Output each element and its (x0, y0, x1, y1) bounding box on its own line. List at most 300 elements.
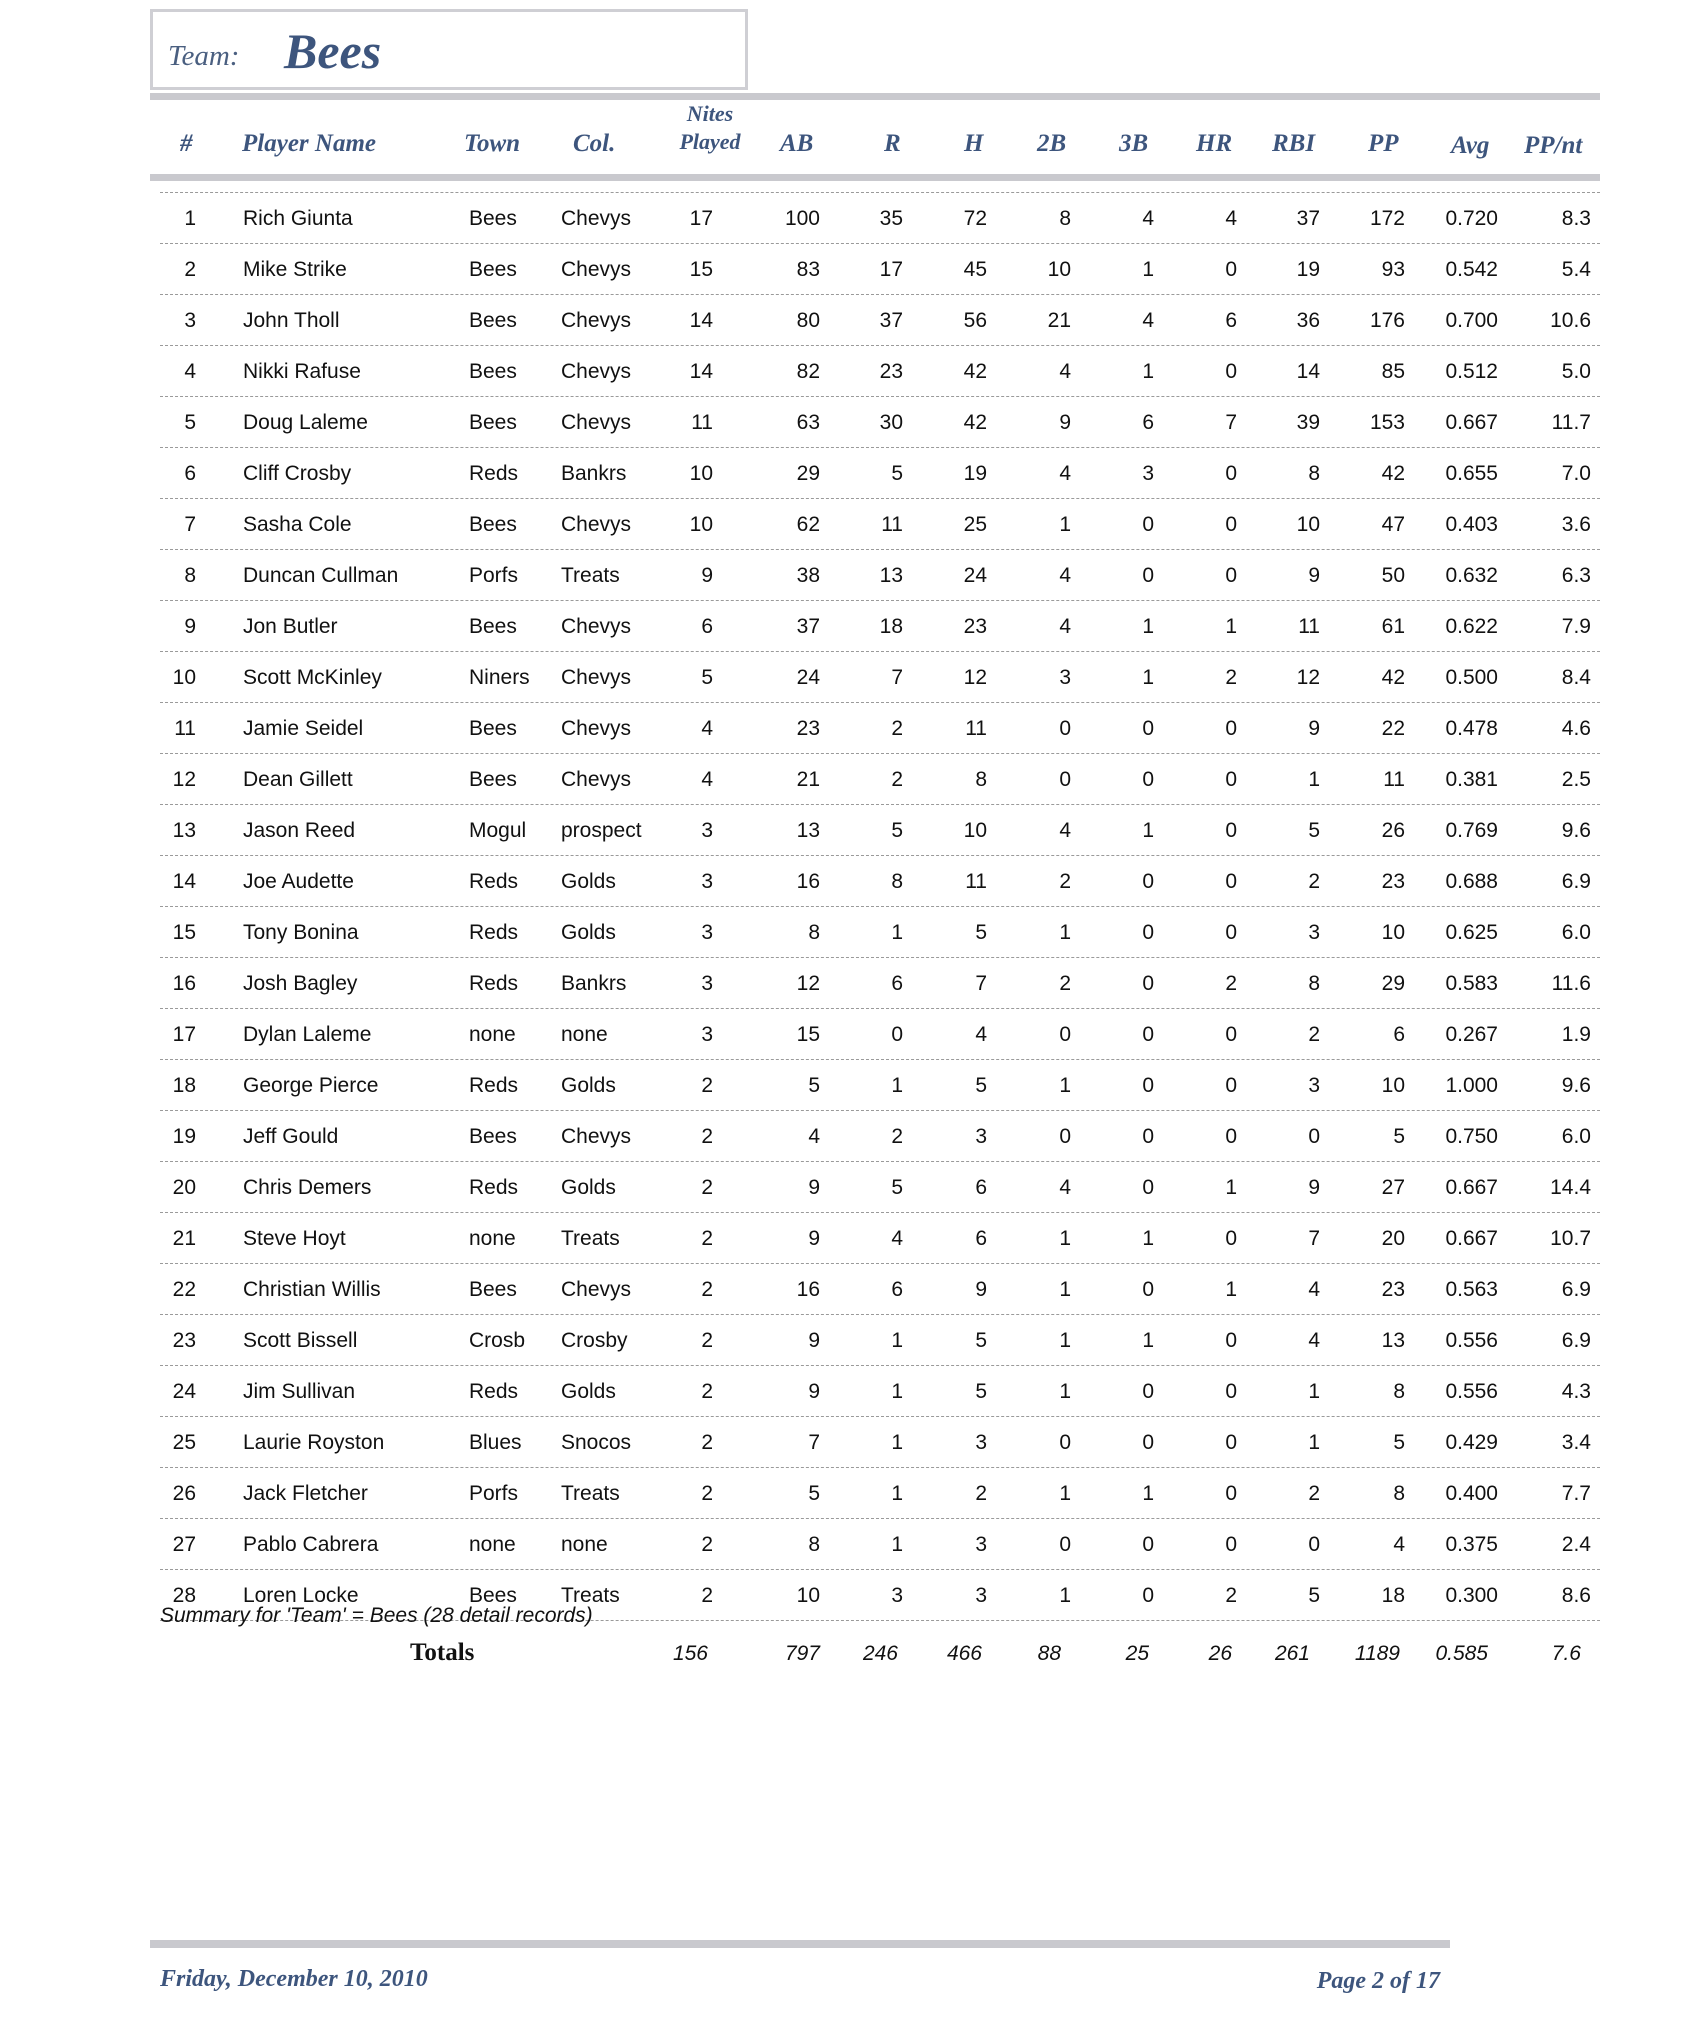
cell-num: 14 (172, 870, 196, 893)
cell-r: 1 (891, 1329, 903, 1352)
cell-col: Crosby (561, 1329, 628, 1352)
cell-player: Rich Giunta (243, 207, 353, 230)
cell-2b: 1 (1059, 1482, 1071, 1505)
cell-h: 5 (975, 921, 987, 944)
cell-2b: 1 (1059, 513, 1071, 536)
cell-h: 10 (963, 819, 987, 842)
cell-h: 3 (975, 1584, 987, 1607)
cell-nites: 2 (701, 1227, 713, 1250)
cell-rbi: 37 (1296, 207, 1320, 230)
cell-num: 21 (172, 1227, 196, 1250)
cell-pp: 29 (1381, 972, 1405, 995)
cell-3b: 1 (1142, 615, 1154, 638)
cell-ab: 9 (808, 1227, 820, 1250)
cell-town: Bees (469, 717, 517, 740)
cell-hr: 2 (1225, 972, 1237, 995)
cell-r: 6 (891, 972, 903, 995)
cell-2b: 21 (1047, 309, 1071, 332)
cell-pp: 22 (1381, 717, 1405, 740)
cell-ab: 21 (796, 768, 820, 791)
cell-hr: 0 (1225, 1431, 1237, 1454)
cell-rbi: 7 (1308, 1227, 1320, 1250)
cell-r: 8 (891, 870, 903, 893)
cell-r: 1 (891, 921, 903, 944)
cell-hr: 0 (1225, 1023, 1237, 1046)
cell-town: Reds (469, 870, 519, 893)
cell-rbi: 8 (1308, 462, 1320, 485)
cell-num: 27 (172, 1533, 196, 1556)
cell-rbi: 36 (1296, 309, 1320, 332)
table-row (160, 856, 1600, 907)
table-row (160, 1111, 1600, 1162)
cell-pp: 20 (1381, 1227, 1405, 1250)
cell-ab: 83 (796, 258, 820, 281)
cell-col: Chevys (561, 309, 632, 332)
cell-num: 9 (184, 615, 196, 638)
cell-avg: 0.750 (1445, 1125, 1498, 1148)
cell-ab: 7 (808, 1431, 820, 1454)
cell-hr: 0 (1225, 1329, 1237, 1352)
cell-r: 3 (891, 1584, 903, 1607)
cell-hr: 1 (1225, 1278, 1237, 1301)
cell-h: 5 (975, 1329, 987, 1352)
cell-num: 25 (172, 1431, 196, 1454)
cell-3b: 0 (1142, 1584, 1154, 1607)
cell-col: Snocos (561, 1431, 632, 1454)
cell-rbi: 39 (1296, 411, 1320, 434)
cell-pp: 85 (1381, 360, 1405, 383)
cell-town: Bees (469, 513, 517, 536)
table-row (160, 1315, 1600, 1366)
cell-h: 56 (963, 309, 987, 332)
cell-num: 8 (184, 564, 196, 587)
cell-col: Treats (561, 1584, 620, 1607)
cell-nites: 3 (701, 921, 713, 944)
cell-col: Treats (561, 1227, 620, 1250)
cell-2b: 1 (1059, 1278, 1071, 1301)
cell-rbi: 4 (1308, 1329, 1320, 1352)
cell-rbi: 0 (1308, 1533, 1320, 1556)
total-r: 246 (862, 1642, 898, 1665)
cell-town: Porfs (469, 1482, 519, 1505)
cell-rbi: 12 (1296, 666, 1320, 689)
cell-num: 24 (172, 1380, 196, 1403)
cell-player: Steve Hoyt (243, 1227, 346, 1250)
cell-hr: 0 (1225, 1380, 1237, 1403)
cell-ab: 4 (808, 1125, 820, 1148)
cell-town: Bees (469, 309, 517, 332)
cell-rbi: 2 (1308, 1023, 1320, 1046)
cell-rbi: 0 (1308, 1125, 1320, 1148)
cell-3b: 4 (1142, 309, 1154, 332)
cell-avg: 0.667 (1445, 1227, 1498, 1250)
cell-col: Chevys (561, 258, 632, 281)
cell-hr: 4 (1225, 207, 1237, 230)
cell-r: 2 (891, 717, 903, 740)
cell-player: Jamie Seidel (243, 717, 364, 740)
cell-player: Pablo Cabrera (243, 1533, 379, 1556)
col-header-nites-line1: Nites (686, 101, 734, 126)
cell-rbi: 8 (1308, 972, 1320, 995)
cell-avg: 0.655 (1445, 462, 1498, 485)
cell-num: 26 (172, 1482, 196, 1505)
cell-town: Bees (469, 615, 517, 638)
summary-line: Summary for 'Team' = Bees (28 detail records) (160, 1604, 593, 1627)
cell-ab: 24 (796, 666, 820, 689)
cell-town: Blues (469, 1431, 522, 1454)
cell-pp: 5 (1393, 1125, 1405, 1148)
cell-h: 6 (975, 1176, 987, 1199)
cell-3b: 0 (1142, 921, 1154, 944)
cell-ab: 8 (808, 1533, 820, 1556)
table-row (160, 346, 1600, 397)
totals-label: Totals (410, 1639, 475, 1666)
cell-num: 17 (172, 1023, 196, 1046)
cell-rbi: 11 (1298, 615, 1320, 638)
cell-num: 5 (184, 411, 196, 434)
cell-3b: 1 (1142, 360, 1154, 383)
cell-player: Nikki Rafuse (243, 360, 361, 383)
cell-r: 6 (891, 1278, 903, 1301)
cell-r: 17 (879, 258, 903, 281)
cell-ppnt: 7.9 (1561, 615, 1591, 638)
cell-pp: 50 (1381, 564, 1405, 587)
cell-col: Treats (561, 1482, 620, 1505)
cell-col: Chevys (561, 768, 632, 791)
cell-3b: 0 (1142, 1023, 1154, 1046)
cell-rbi: 9 (1308, 1176, 1320, 1199)
cell-h: 2 (975, 1482, 987, 1505)
cell-h: 5 (975, 1074, 987, 1097)
table-row (160, 244, 1600, 295)
cell-player: Doug Laleme (243, 411, 368, 434)
cell-r: 5 (891, 1176, 903, 1199)
cell-player: Jack Fletcher (243, 1482, 368, 1505)
cell-r: 1 (891, 1431, 903, 1454)
col-header-pp: PP (1368, 130, 1399, 157)
cell-town: Bees (469, 768, 517, 791)
cell-player: Tony Bonina (243, 921, 359, 944)
cell-ab: 12 (796, 972, 820, 995)
cell-r: 2 (891, 1125, 903, 1148)
cell-3b: 1 (1142, 1227, 1154, 1250)
cell-nites: 10 (689, 513, 713, 536)
col-header-town: Town (464, 130, 521, 157)
cell-town: Bees (469, 1278, 517, 1301)
cell-nites: 2 (701, 1431, 713, 1454)
cell-num: 19 (172, 1125, 196, 1148)
cell-nites: 2 (701, 1482, 713, 1505)
total-2b: 88 (1037, 1642, 1061, 1665)
cell-col: Golds (561, 1074, 616, 1097)
cell-3b: 1 (1142, 1482, 1154, 1505)
cell-nites: 2 (701, 1533, 713, 1556)
cell-col: Golds (561, 921, 616, 944)
cell-h: 5 (975, 1380, 987, 1403)
cell-nites: 6 (701, 615, 713, 638)
cell-2b: 4 (1059, 819, 1071, 842)
cell-nites: 3 (701, 972, 713, 995)
cell-pp: 61 (1381, 615, 1405, 638)
total-ab: 797 (784, 1642, 820, 1665)
cell-avg: 0.400 (1445, 1482, 1498, 1505)
cell-ab: 62 (796, 513, 820, 536)
cell-pp: 10 (1381, 1074, 1405, 1097)
cell-2b: 3 (1059, 666, 1071, 689)
footer-rule (150, 1940, 1450, 1948)
cell-player: Christian Willis (243, 1278, 381, 1301)
cell-town: Bees (469, 360, 517, 383)
cell-pp: 23 (1381, 1278, 1405, 1301)
cell-h: 3 (975, 1125, 987, 1148)
cell-pp: 42 (1381, 666, 1405, 689)
cell-town: Bees (469, 207, 517, 230)
cell-player: Sasha Cole (243, 513, 352, 536)
cell-avg: 0.667 (1445, 411, 1498, 434)
cell-ab: 16 (796, 1278, 820, 1301)
cell-3b: 0 (1142, 1176, 1154, 1199)
cell-rbi: 4 (1308, 1278, 1320, 1301)
team-name: Bees (284, 23, 382, 79)
col-header-h: H (964, 130, 984, 157)
cell-3b: 0 (1142, 972, 1154, 995)
cell-ppnt: 6.9 (1561, 1329, 1591, 1352)
cell-2b: 1 (1059, 1380, 1071, 1403)
cell-avg: 0.375 (1445, 1533, 1498, 1556)
total-hr: 26 (1208, 1642, 1232, 1665)
table-row (160, 958, 1600, 1009)
cell-rbi: 5 (1308, 1584, 1320, 1607)
cell-ppnt: 8.6 (1561, 1584, 1591, 1607)
cell-num: 15 (172, 921, 196, 944)
cell-hr: 0 (1225, 921, 1237, 944)
cell-3b: 0 (1142, 1380, 1154, 1403)
table-row (160, 1060, 1600, 1111)
cell-ab: 10 (796, 1584, 820, 1607)
cell-hr: 0 (1225, 360, 1237, 383)
cell-nites: 3 (701, 1023, 713, 1046)
cell-rbi: 9 (1308, 564, 1320, 587)
cell-2b: 4 (1059, 1176, 1071, 1199)
header-bottom-rule (150, 174, 1600, 181)
table-row (160, 1468, 1600, 1519)
cell-r: 1 (891, 1533, 903, 1556)
cell-pp: 26 (1381, 819, 1405, 842)
cell-player: Dylan Laleme (243, 1023, 372, 1046)
cell-pp: 172 (1369, 207, 1405, 230)
cell-num: 4 (184, 360, 196, 383)
cell-player: Joe Audette (243, 870, 354, 893)
col-header-rbi: RBI (1272, 130, 1316, 157)
cell-3b: 0 (1142, 1125, 1154, 1148)
cell-rbi: 1 (1308, 1380, 1320, 1403)
cell-avg: 0.300 (1445, 1584, 1498, 1607)
cell-2b: 2 (1059, 972, 1071, 995)
total-pp: 1189 (1354, 1642, 1400, 1665)
cell-r: 2 (891, 768, 903, 791)
cell-r: 5 (891, 819, 903, 842)
cell-avg: 0.632 (1445, 564, 1498, 587)
cell-col: Chevys (561, 666, 632, 689)
cell-rbi: 2 (1308, 870, 1320, 893)
cell-player: Duncan Cullman (243, 564, 399, 587)
total-nites: 156 (672, 1642, 708, 1665)
cell-ppnt: 4.3 (1561, 1380, 1591, 1403)
cell-player: Scott McKinley (243, 666, 382, 689)
cell-hr: 1 (1225, 1176, 1237, 1199)
cell-num: 3 (184, 309, 196, 332)
cell-hr: 0 (1225, 1482, 1237, 1505)
cell-3b: 1 (1142, 258, 1154, 281)
cell-2b: 4 (1059, 360, 1071, 383)
cell-rbi: 9 (1308, 717, 1320, 740)
cell-rbi: 1 (1308, 768, 1320, 791)
total-ppnt: 7.6 (1551, 1642, 1581, 1665)
cell-col: prospect (561, 819, 642, 842)
cell-avg: 0.403 (1445, 513, 1498, 536)
cell-col: Chevys (561, 360, 632, 383)
cell-nites: 2 (701, 1380, 713, 1403)
cell-player: Josh Bagley (243, 972, 358, 995)
cell-3b: 4 (1142, 207, 1154, 230)
cell-avg: 0.720 (1445, 207, 1498, 230)
cell-town: Bees (469, 1584, 517, 1607)
cell-hr: 0 (1225, 717, 1237, 740)
cell-ppnt: 8.3 (1561, 207, 1591, 230)
cell-ab: 15 (796, 1023, 820, 1046)
cell-3b: 0 (1142, 1431, 1154, 1454)
cell-2b: 1 (1059, 921, 1071, 944)
cell-ab: 9 (808, 1380, 820, 1403)
table-row (160, 1366, 1600, 1417)
cell-3b: 0 (1142, 513, 1154, 536)
col-header-nites (660, 100, 760, 156)
cell-3b: 1 (1142, 666, 1154, 689)
table-row (160, 703, 1600, 754)
cell-pp: 8 (1393, 1380, 1405, 1403)
cell-rbi: 3 (1308, 921, 1320, 944)
cell-2b: 8 (1059, 207, 1071, 230)
cell-town: none (469, 1227, 516, 1250)
col-header-ab: AB (780, 130, 814, 157)
cell-col: Chevys (561, 615, 632, 638)
cell-pp: 47 (1381, 513, 1405, 536)
cell-town: Niners (469, 666, 530, 689)
cell-ab: 37 (796, 615, 820, 638)
cell-nites: 2 (701, 1584, 713, 1607)
cell-ab: 82 (796, 360, 820, 383)
cell-r: 18 (879, 615, 903, 638)
cell-hr: 0 (1225, 870, 1237, 893)
cell-nites: 2 (701, 1176, 713, 1199)
cell-avg: 0.667 (1445, 1176, 1498, 1199)
cell-player: Jon Butler (243, 615, 338, 638)
cell-2b: 0 (1059, 1533, 1071, 1556)
cell-town: Bees (469, 258, 517, 281)
cell-rbi: 3 (1308, 1074, 1320, 1097)
cell-h: 42 (963, 360, 987, 383)
col-header-hr: HR (1196, 130, 1233, 157)
total-rbi: 261 (1274, 1642, 1310, 1665)
cell-nites: 4 (701, 768, 713, 791)
table-row (160, 1264, 1600, 1315)
cell-ab: 80 (796, 309, 820, 332)
cell-num: 28 (172, 1584, 196, 1607)
cell-col: none (561, 1533, 608, 1556)
cell-nites: 2 (701, 1278, 713, 1301)
cell-ppnt: 2.4 (1561, 1533, 1591, 1556)
cell-ppnt: 11.6 (1551, 972, 1591, 995)
table-row (160, 192, 1600, 244)
cell-town: Bees (469, 411, 517, 434)
cell-r: 1 (891, 1482, 903, 1505)
cell-r: 23 (879, 360, 903, 383)
cell-num: 1 (184, 207, 196, 230)
cell-3b: 0 (1142, 1533, 1154, 1556)
footer-date: Friday, December 10, 2010 (160, 1966, 428, 1992)
cell-avg: 0.769 (1445, 819, 1498, 842)
cell-town: Mogul (469, 819, 527, 842)
cell-r: 0 (891, 1023, 903, 1046)
cell-avg: 0.556 (1445, 1380, 1498, 1403)
cell-num: 11 (174, 717, 196, 740)
table-row (160, 550, 1600, 601)
cell-ppnt: 5.4 (1561, 258, 1591, 281)
cell-ppnt: 7.0 (1561, 462, 1591, 485)
cell-ab: 5 (808, 1482, 820, 1505)
cell-col: Chevys (561, 717, 632, 740)
cell-col: Treats (561, 564, 620, 587)
team-box (150, 9, 748, 90)
total-avg: 0.585 (1435, 1642, 1488, 1665)
cell-ab: 38 (796, 564, 820, 587)
cell-avg: 0.429 (1445, 1431, 1498, 1454)
team-label: Team: (168, 40, 240, 72)
cell-ab: 16 (796, 870, 820, 893)
cell-pp: 42 (1381, 462, 1405, 485)
cell-pp: 6 (1393, 1023, 1405, 1046)
cell-player: Scott Bissell (243, 1329, 358, 1352)
cell-town: Bees (469, 1125, 517, 1148)
player-stats-table (160, 192, 1600, 1621)
cell-3b: 1 (1142, 819, 1154, 842)
table-row (160, 448, 1600, 499)
cell-2b: 1 (1059, 1074, 1071, 1097)
cell-h: 6 (975, 1227, 987, 1250)
cell-nites: 9 (701, 564, 713, 587)
total-h: 466 (946, 1642, 982, 1665)
cell-ppnt: 14.4 (1550, 1176, 1591, 1199)
cell-rbi: 14 (1296, 360, 1320, 383)
cell-num: 13 (172, 819, 196, 842)
table-row (160, 1417, 1600, 1468)
cell-3b: 0 (1142, 870, 1154, 893)
cell-2b: 1 (1059, 1584, 1071, 1607)
cell-avg: 1.000 (1445, 1074, 1498, 1097)
cell-h: 7 (975, 972, 987, 995)
cell-3b: 0 (1142, 564, 1154, 587)
table-row (160, 907, 1600, 958)
cell-3b: 0 (1142, 1278, 1154, 1301)
cell-nites: 5 (701, 666, 713, 689)
cell-rbi: 10 (1296, 513, 1320, 536)
table-row (160, 652, 1600, 703)
cell-player: Chris Demers (243, 1176, 372, 1199)
cell-rbi: 5 (1308, 819, 1320, 842)
cell-h: 11 (965, 870, 987, 893)
cell-2b: 4 (1059, 615, 1071, 638)
cell-2b: 4 (1059, 564, 1071, 587)
